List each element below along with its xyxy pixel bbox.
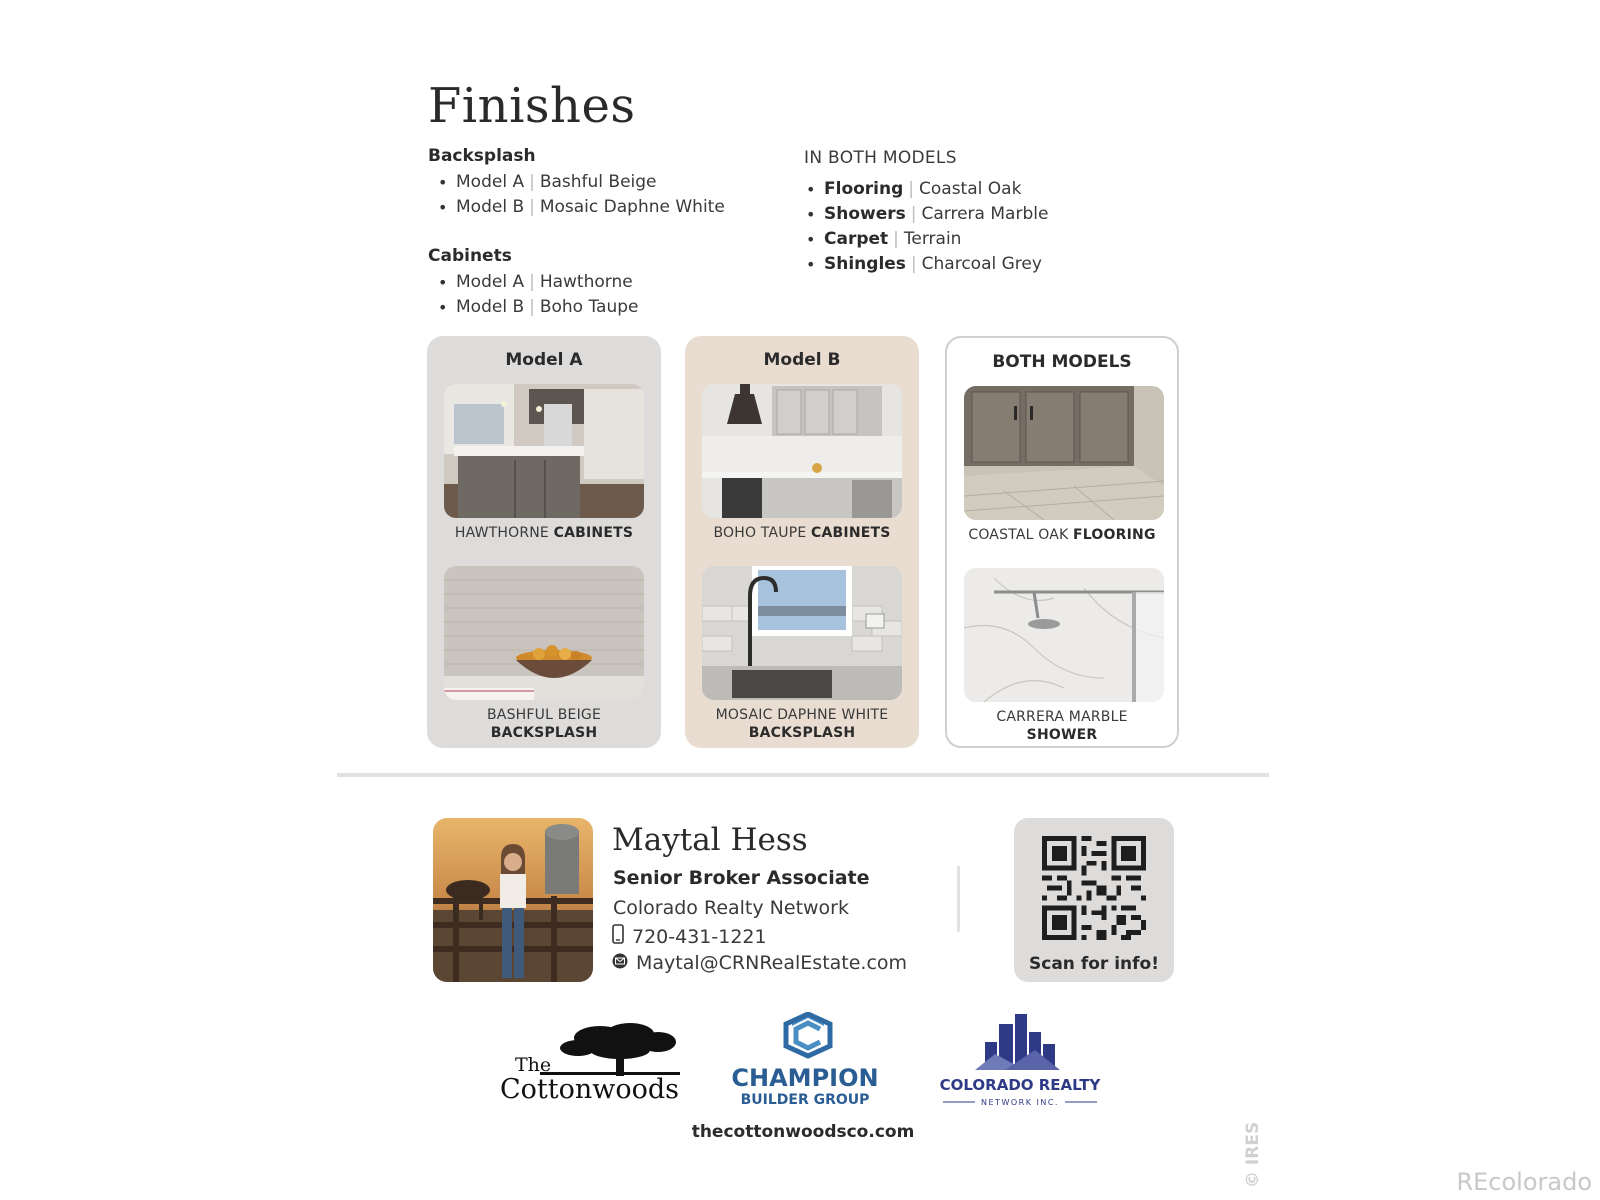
qr-label: Scan for info! bbox=[1029, 954, 1159, 974]
finish-value: Mosaic Daphne White bbox=[539, 197, 725, 217]
boho-taupe-cabinets-photo bbox=[702, 384, 902, 518]
photo-caption: BOHO TAUPE CABINETS bbox=[713, 525, 891, 541]
list-item: • Flooring | Coastal Oak bbox=[804, 177, 1048, 202]
carrera-marble-shower-photo bbox=[964, 568, 1164, 702]
logo-text: NETWORK INC. bbox=[981, 1098, 1059, 1107]
email-address: Maytal@CRNRealEstate.com bbox=[636, 952, 908, 974]
photo-caption: BASHFUL BEIGE BACKSPLASH bbox=[486, 707, 602, 741]
recolorado-watermark: REcolorado bbox=[1456, 1168, 1592, 1196]
list-item: • Model A | Bashful Beige bbox=[436, 170, 725, 195]
phone-icon bbox=[612, 924, 624, 949]
agent-phone[interactable] bbox=[612, 924, 767, 949]
logo-text: The bbox=[515, 1054, 552, 1076]
qr-code-icon bbox=[1042, 836, 1146, 940]
page-title: Finishes bbox=[428, 78, 636, 134]
finish-name: Showers bbox=[824, 204, 906, 224]
logo-text: Cottonwoods bbox=[500, 1074, 680, 1105]
list-item: • Shingles | Charcoal Grey bbox=[804, 252, 1048, 277]
list-item: • Showers | Carrera Marble bbox=[804, 202, 1048, 227]
finish-value: Coastal Oak bbox=[919, 179, 1022, 199]
photo-caption: HAWTHORNE CABINETS bbox=[454, 525, 634, 541]
logo-text: CHAMPION bbox=[731, 1064, 879, 1092]
both-models-heading: IN BOTH MODELS bbox=[804, 148, 957, 168]
logo-text: COLORADO REALTY bbox=[939, 1076, 1101, 1094]
champion-builder-group-logo bbox=[720, 1012, 890, 1112]
card-title: Model B bbox=[763, 350, 841, 370]
vertical-divider bbox=[957, 866, 960, 932]
colorado-realty-network-logo bbox=[935, 1010, 1105, 1110]
model-label: Model B bbox=[456, 197, 525, 217]
phone-number: 720-431-1221 bbox=[632, 925, 767, 948]
logo-text: BUILDER GROUP bbox=[740, 1092, 870, 1108]
list-item: • Model A | Hawthorne bbox=[436, 270, 639, 295]
email-icon bbox=[612, 952, 628, 974]
finish-value: Charcoal Grey bbox=[921, 254, 1042, 274]
finish-value: Carrera Marble bbox=[921, 204, 1049, 224]
finish-value: Bashful Beige bbox=[539, 172, 657, 192]
backsplash-heading: Backsplash bbox=[428, 146, 536, 166]
mosaic-daphne-white-backsplash-photo bbox=[702, 566, 902, 700]
photo-caption: MOSAIC DAPHNE WHITE BACKSPLASH bbox=[715, 707, 889, 741]
card-title: Model A bbox=[505, 350, 583, 370]
section-divider bbox=[337, 773, 1269, 777]
cabinets-list bbox=[436, 270, 639, 320]
model-b-card bbox=[685, 336, 919, 748]
backsplash-list bbox=[436, 170, 725, 220]
agent-company: Colorado Realty Network bbox=[613, 897, 849, 919]
agent-name: Maytal Hess bbox=[612, 822, 808, 858]
finish-value: Terrain bbox=[903, 229, 962, 249]
cabinets-heading: Cabinets bbox=[428, 246, 512, 266]
ires-watermark bbox=[1238, 1110, 1266, 1190]
list-item: • Model B | Boho Taupe bbox=[436, 295, 639, 320]
list-item: • Carpet | Terrain bbox=[804, 227, 1048, 252]
agent-role: Senior Broker Associate bbox=[613, 867, 870, 889]
website-link[interactable]: thecottonwoodsco.com bbox=[691, 1122, 915, 1142]
finish-value: Hawthorne bbox=[539, 272, 633, 292]
model-label: Model A bbox=[456, 272, 525, 292]
model-a-card bbox=[427, 336, 661, 748]
photo-caption: CARRERA MARBLE SHOWER bbox=[996, 709, 1128, 743]
finish-name: Flooring bbox=[824, 179, 904, 199]
bashful-beige-backsplash-photo bbox=[444, 566, 644, 700]
finish-name: Carpet bbox=[824, 229, 889, 249]
both-models-card bbox=[945, 336, 1179, 748]
photo-caption: COASTAL OAK FLOORING bbox=[968, 527, 1156, 543]
agent-photo bbox=[433, 818, 593, 982]
model-label: Model A bbox=[456, 172, 525, 192]
finish-name: Shingles bbox=[824, 254, 906, 274]
hawthorne-cabinets-photo bbox=[444, 384, 644, 518]
model-label: Model B bbox=[456, 297, 525, 317]
list-item: • Model B | Mosaic Daphne White bbox=[436, 195, 725, 220]
cottonwoods-logo bbox=[500, 1018, 680, 1108]
agent-email[interactable] bbox=[612, 952, 907, 974]
watermark-text: © IRES bbox=[1243, 1121, 1263, 1188]
both-models-list bbox=[804, 177, 1048, 277]
coastal-oak-flooring-photo bbox=[964, 386, 1164, 520]
card-title: BOTH MODELS bbox=[992, 352, 1132, 372]
qr-card[interactable] bbox=[1014, 818, 1174, 982]
finish-value: Boho Taupe bbox=[539, 297, 639, 317]
